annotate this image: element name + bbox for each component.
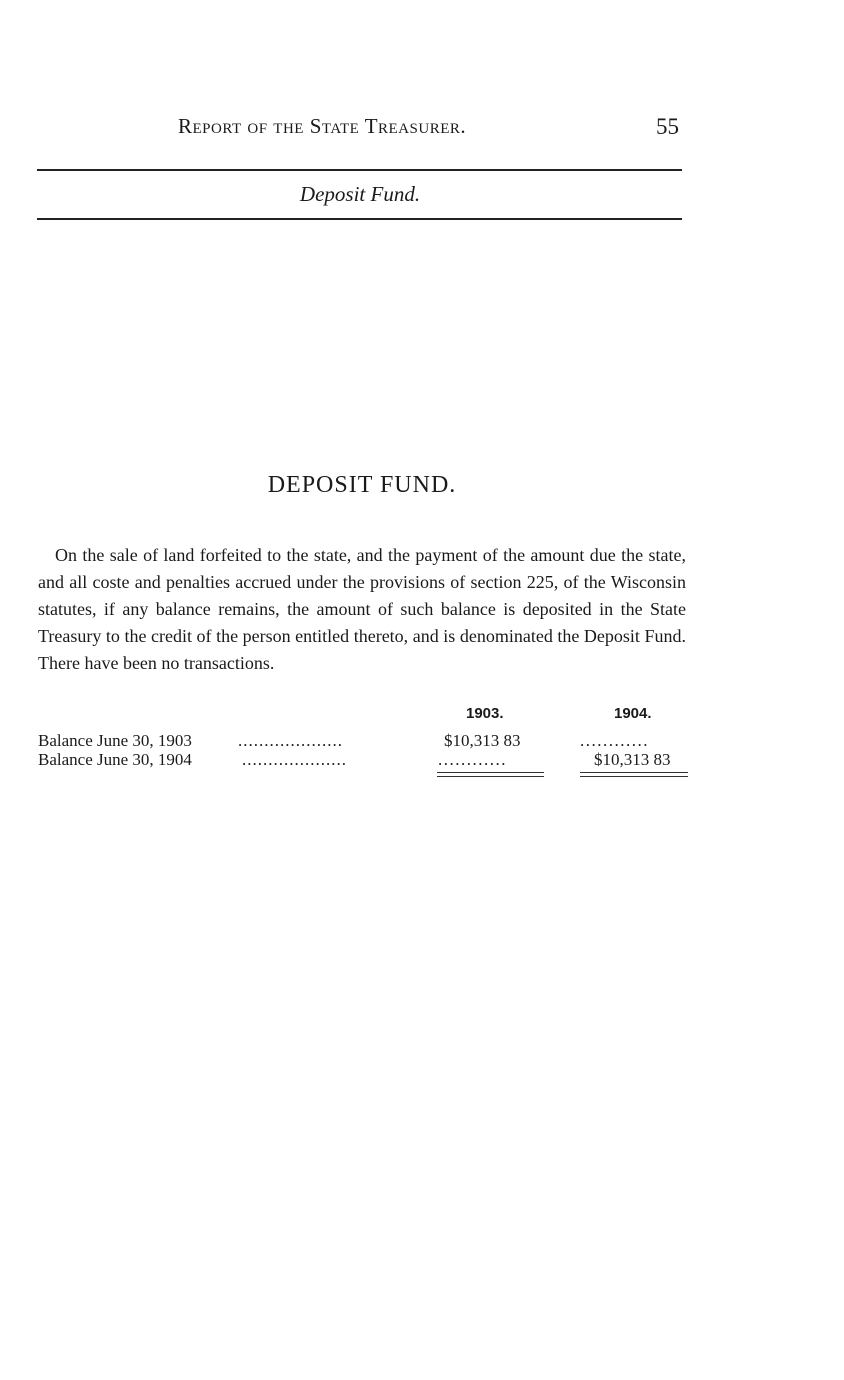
- dot-leader: ....................: [238, 731, 343, 750]
- header-rule-top: [37, 169, 682, 171]
- running-title: Report of the State Treasurer.: [178, 114, 467, 138]
- value-1903: ............: [438, 750, 507, 769]
- body-paragraph: On the sale of land forfeited to the state, and the payment of the amount due the state, and all coste and penalties accrued under the provisions of section 225, of the Wisconsin statutes, if any balance remains, the amount of such balance is deposited in the State Treasury to the credit of the person entitled thereto, and is denominated the Deposit Fund. There have been no transactions.: [38, 545, 686, 673]
- value-1904: $10,313 83: [594, 750, 671, 769]
- page-number: 55: [656, 114, 679, 139]
- header-rule-bottom: [37, 218, 682, 220]
- column-header-1903: 1903.: [466, 705, 504, 722]
- table-row: [38, 750, 688, 770]
- row-label: Balance June 30, 1904: [38, 750, 192, 769]
- double-rule-1903: [437, 772, 544, 777]
- page-title: DEPOSIT FUND.: [267, 472, 457, 498]
- column-header-1904: 1904.: [614, 705, 652, 722]
- dot-leader: ....................: [242, 750, 347, 769]
- value-1903: $10,313 83: [444, 731, 521, 750]
- table-row: [38, 731, 688, 751]
- section-heading: Deposit Fund.: [299, 182, 421, 206]
- double-rule-1904: [580, 772, 688, 777]
- row-label: Balance June 30, 1903: [38, 731, 192, 750]
- value-1904: ............: [580, 731, 649, 750]
